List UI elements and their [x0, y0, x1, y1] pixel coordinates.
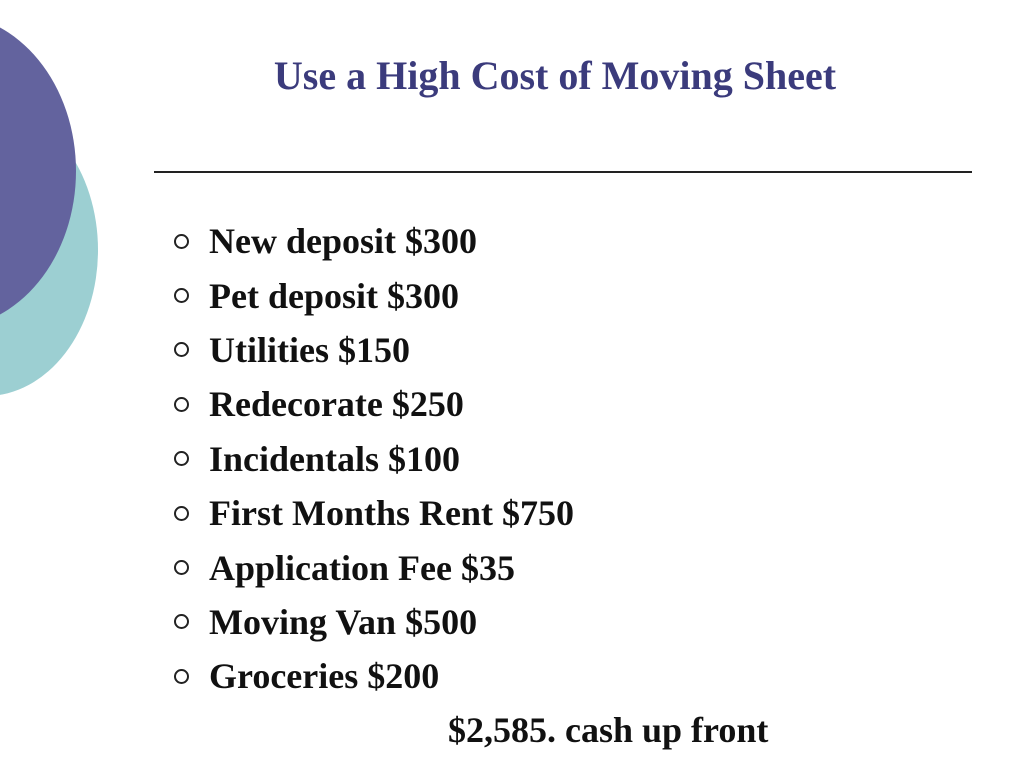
- bullet-icon: [174, 288, 189, 303]
- title-divider: [154, 171, 972, 173]
- list-item-text: First Months Rent $750: [209, 493, 574, 534]
- total-cost: $2,585. cash up front: [448, 710, 769, 750]
- list-item: [174, 214, 574, 268]
- cost-list: [174, 214, 574, 704]
- bullet-icon: [174, 234, 189, 249]
- list-item: [174, 323, 574, 377]
- bullet-icon: [174, 342, 189, 357]
- list-item: [174, 486, 574, 540]
- list-item: [174, 595, 574, 649]
- list-item-text: Utilities $150: [209, 329, 410, 370]
- list-item-text: Redecorate $250: [209, 384, 464, 425]
- list-item-text: Pet deposit $300: [209, 275, 459, 316]
- list-item-text: Groceries $200: [209, 656, 440, 697]
- list-item-text: Moving Van $500: [209, 601, 478, 642]
- list-item: [174, 432, 574, 486]
- list-item-text: Incidentals $100: [209, 438, 461, 479]
- list-item: [174, 268, 574, 322]
- list-item-text: Application Fee $35: [209, 547, 515, 588]
- list-item-text: New deposit $300: [209, 221, 477, 262]
- bullet-icon: [174, 669, 189, 684]
- slide-title: Use a High Cost of Moving Sheet: [273, 53, 837, 98]
- list-item: [174, 377, 574, 431]
- bullet-icon: [174, 560, 189, 575]
- bullet-icon: [174, 397, 189, 412]
- bullet-icon: [174, 506, 189, 521]
- bullet-icon: [174, 614, 189, 629]
- list-item: [174, 540, 574, 594]
- bullet-icon: [174, 451, 189, 466]
- list-item: [174, 649, 574, 703]
